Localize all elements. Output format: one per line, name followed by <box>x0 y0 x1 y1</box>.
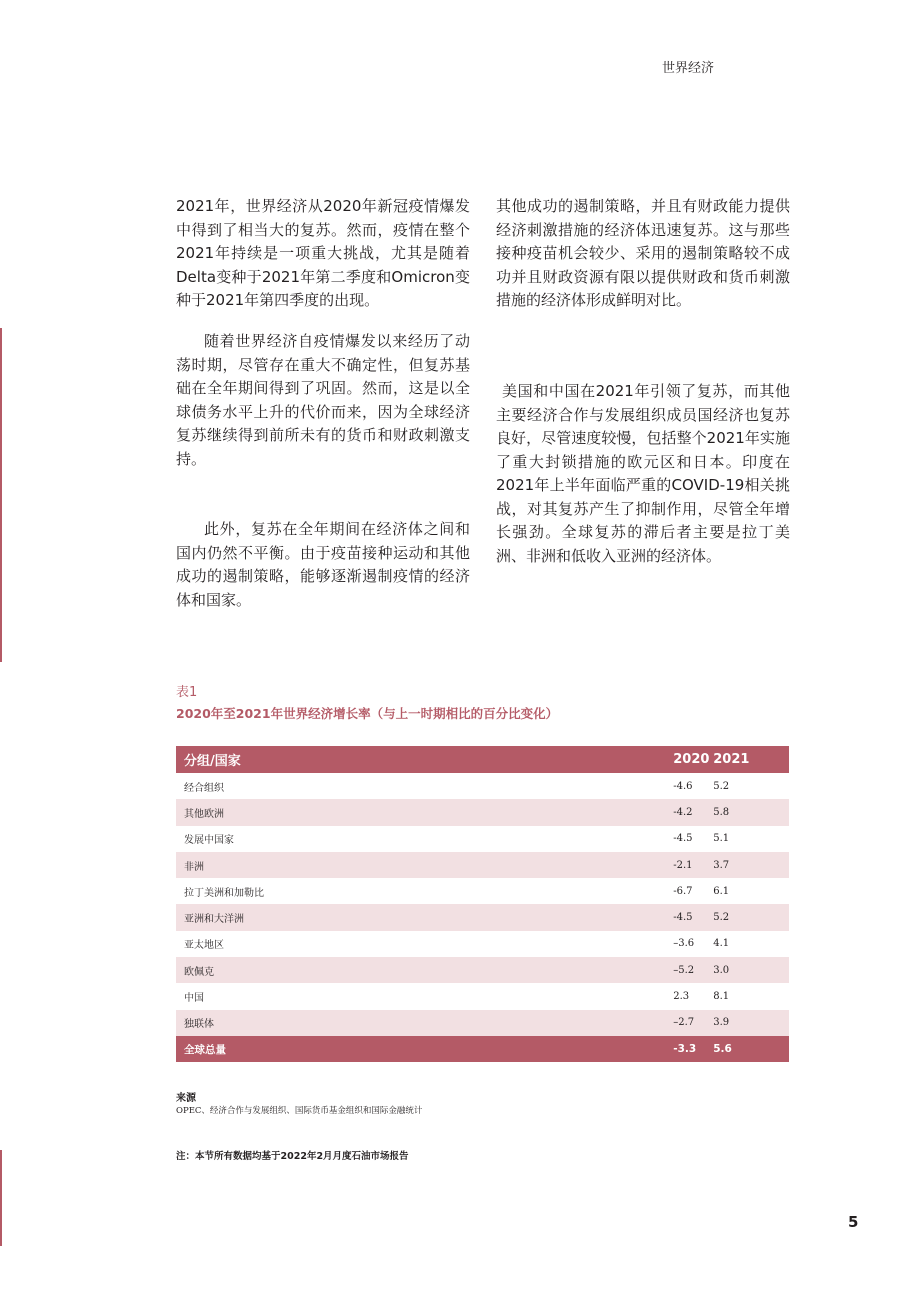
paragraph-2 <box>176 330 470 471</box>
paragraph-5-text: 美国和中国在2021年引领了复苏，而其他主要经济合作与发展组织成员国经济也复苏良好，尽管速度较慢，包括整个2021年实施了重大封锁措施的欧元区和日本。印度在2021年上半年面临严重的COVID-19相关挑战，对其复苏产生了抑制作用，尽管全年增长强劲。全球复苏的滞后者主要是拉丁美洲、非洲和低收入亚洲的经济体。 <box>496 382 790 565</box>
section-title: 世界经济 <box>662 61 715 76</box>
paragraph-4 <box>496 195 790 313</box>
total-2020: -3.3 <box>360 1036 713 1062</box>
paragraph-1-text: 2021年，世界经济从2020年新冠疫情爆发中得到了相当大的复苏。然而，疫情在整个2021年持续是一项重大挑战，尤其是随着Delta变种于2021年第二季度和Omicron变种于2021年第四季度的出现。 <box>176 197 470 309</box>
table-row <box>176 878 789 904</box>
header-2020: 2020 <box>360 746 713 773</box>
row-label: 独联体 <box>176 1010 360 1036</box>
left-accent-rule <box>0 328 2 662</box>
table-row <box>176 904 789 930</box>
table-row <box>176 826 789 852</box>
value-2020: -4.6 <box>673 780 693 792</box>
value-2020: -4.5 <box>673 833 693 845</box>
paragraph-4-text: 其他成功的遏制策略，并且有财政能力提供经济刺激措施的经济体迅速复苏。这与那些接种疫苗机会较少、采用的遏制策略较不成功并且财政资源有限以提供财政和货币刺激措施的经济体形成鲜明对比。 <box>496 197 790 309</box>
table-row <box>176 931 789 957</box>
value-2021: 5.1 <box>713 833 730 845</box>
value-2020: –5.2 <box>360 957 713 983</box>
value-2021: 5.2 <box>713 780 730 792</box>
value-2021: 3.9 <box>713 1010 789 1036</box>
table-row <box>176 1010 789 1036</box>
paragraph-5 <box>496 380 790 568</box>
value-2021: 3.0 <box>713 957 789 983</box>
table-row <box>176 773 789 799</box>
paragraph-3-text: 此外，复苏在全年期间在经济体之间和国内仍然不平衡。由于疫苗接种运动和其他成功的遏制策略，能够逐渐遏制疫情的经济体和国家。 <box>176 520 470 609</box>
total-2021: 5.6 <box>713 1036 789 1062</box>
value-2021: 8.1 <box>713 991 730 1003</box>
row-label: 经合组织 <box>184 782 224 794</box>
table-header-row <box>176 746 789 773</box>
paragraph-2-text: 随着世界经济自疫情爆发以来经历了动荡时期，尽管存在重大不确定性，但复苏基础在全年期间得到了巩固。然而，这是以全球债务水平上升的代价而来，因为全球经济复苏继续得到前所未有的货币和财政刺激支持。 <box>176 332 470 468</box>
value-2021: 4.1 <box>713 938 730 950</box>
value-2020: –3.6 <box>673 938 695 950</box>
value-2020: -2.1 <box>360 852 713 878</box>
table-row <box>176 852 789 878</box>
table-label: 表1 <box>176 685 198 700</box>
value-2021: 5.8 <box>713 799 789 825</box>
paragraph-1 <box>176 195 470 313</box>
value-2021: 5.2 <box>713 904 789 930</box>
header-group: 分组/国家 <box>176 746 360 773</box>
value-2021: 3.7 <box>713 852 789 878</box>
row-label: 其他欧洲 <box>176 799 360 825</box>
row-label: 中国 <box>184 993 204 1005</box>
growth-table <box>176 746 789 1062</box>
left-accent-rule-lower <box>0 1150 2 1246</box>
row-label: 亚太地区 <box>184 940 224 952</box>
page-number: 5 <box>848 1213 859 1231</box>
footnote: 注：本节所有数据均基于2022年2月月度石油市场报告 <box>176 1151 409 1162</box>
total-label: 全球总量 <box>176 1036 360 1062</box>
row-label: 亚洲和大洋洲 <box>176 904 360 930</box>
table-title: 2020年至2021年世界经济增长率（与上一时期相比的百分比变化） <box>176 706 559 721</box>
header-2021: 2021 <box>713 746 789 773</box>
table-row <box>176 799 789 825</box>
value-2020: –2.7 <box>360 1010 713 1036</box>
value-2020: -4.5 <box>360 904 713 930</box>
value-2020: -4.2 <box>360 799 713 825</box>
table-row <box>176 983 789 1009</box>
row-label: 欧佩克 <box>176 957 360 983</box>
value-2020: -6.7 <box>673 885 693 897</box>
value-2020: 2.3 <box>673 991 690 1003</box>
row-label: 发展中国家 <box>184 835 234 847</box>
source-text: OPEC、经济合作与发展组织、国际货币基金组织和国际金融统计 <box>176 1106 423 1116</box>
source-heading: 来源 <box>176 1093 196 1104</box>
table-total-row <box>176 1036 789 1062</box>
row-label: 非洲 <box>176 852 360 878</box>
table-row <box>176 957 789 983</box>
paragraph-3 <box>176 518 470 612</box>
value-2021: 6.1 <box>713 885 730 897</box>
row-label: 拉丁美洲和加勒比 <box>184 887 264 899</box>
